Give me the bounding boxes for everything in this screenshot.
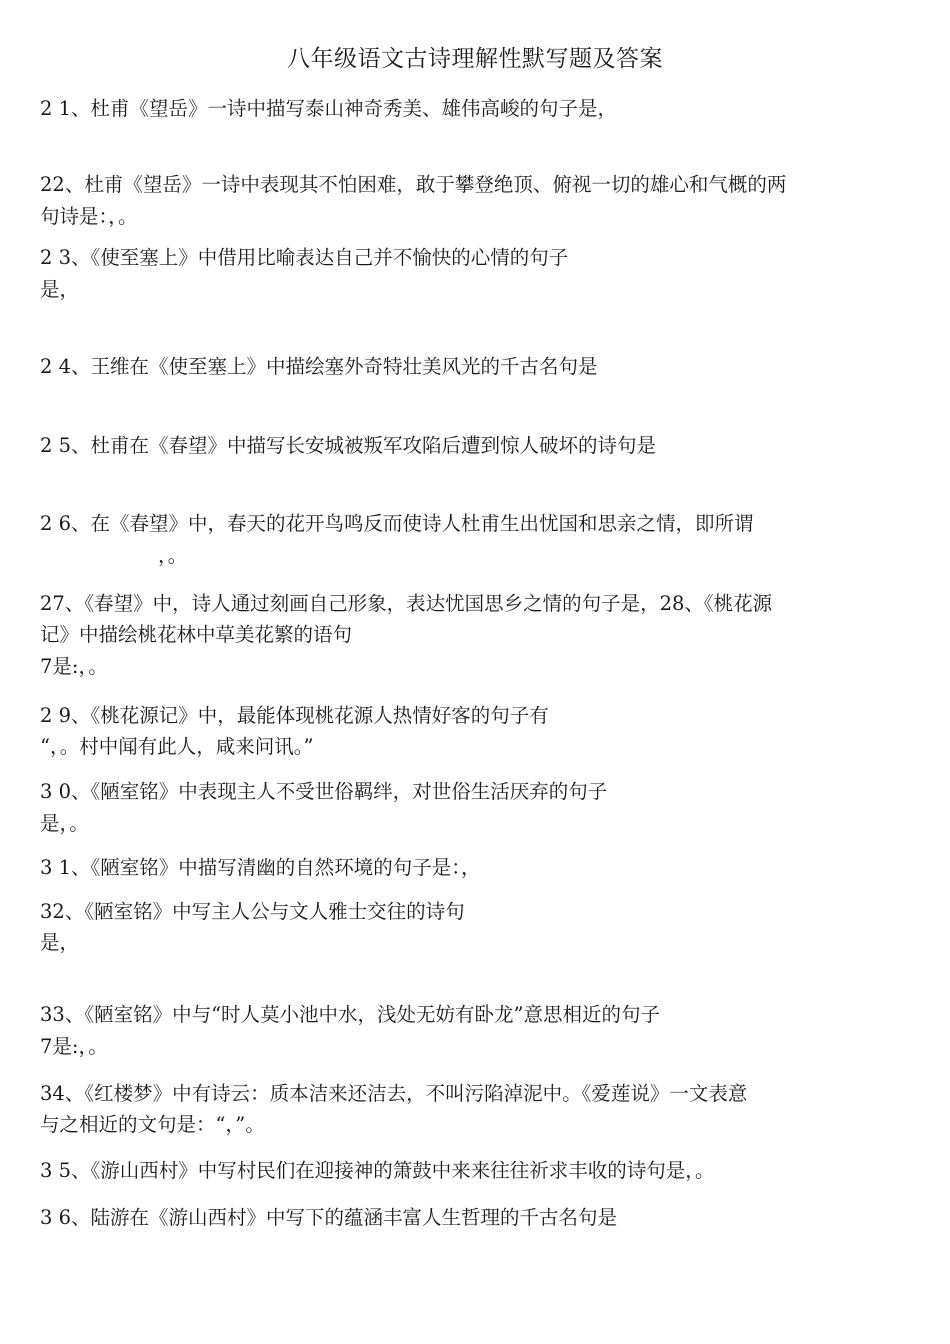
question-32-line-2: 是， [40,931,80,954]
question-27-line-3: 7是:，。 [40,655,108,678]
question-34-line-1: 34、《红楼梦》中有诗云：质本洁来还洁去，不叫污陷淖泥中。《爱莲说》一文表意 [40,1082,748,1105]
document-title: 八年级语文古诗理解性默写题及答案 [287,46,663,72]
question-27-line-2: 记》中描绘桃花林中草美花繁的语句 [40,623,353,646]
question-34-line-2: 与之相近的文句是：“，”。 [40,1113,265,1136]
question-36: 3 6、陆游在《游山西村》中写下的蕴涵丰富人生哲理的千古名句是 [40,1206,618,1229]
question-33-line-1: 33、《陋室铭》中与“时人莫小池中水，浅处无妨有卧龙”意思相近的句子 [40,1003,661,1026]
question-32-line-1: 32、《陋室铭》中写主人公与文人雅士交往的诗句 [40,900,465,923]
question-21: 2 1、杜甫《望岳》一诗中描写泰山神奇秀美、雄伟高峻的句子是， [40,97,618,120]
question-33-line-2: 7是:，。 [40,1035,108,1058]
question-30-line-2: 是，。 [40,812,89,835]
question-25: 2 5、杜甫在《春望》中描写长安城被叛军攻陷后遭到惊人破坏的诗句是 [40,434,657,457]
question-26-line-2: ，。 [158,544,188,567]
question-22-line-2: 句诗是：，。 [40,205,138,228]
question-24: 2 4、王维在《使至塞上》中描绘塞外奇特壮美风光的千古名句是 [40,355,598,378]
question-27-line-1: 27、《春望》中，诗人通过刻画自己形象，表达忧国思乡之情的句子是，28、《桃花源 [40,592,773,615]
question-22-line-1: 22、杜甫《望岳》一诗中表现其不怕困难，敢于攀登绝顶、俯视一切的雄心和气概的两 [40,173,787,196]
question-23-line-1: 2 3、《使至塞上》中借用比喻表达自己并不愉快的心情的句子 [40,246,569,269]
question-31: 3 1、《陋室铭》中描写清幽的自然环境的句子是：， [40,856,481,879]
question-30-line-1: 3 0、《陋室铭》中表现主人不受世俗羁绊，对世俗生活厌弃的句子 [40,780,608,803]
question-35: 3 5、《游山西村》中写村民们在迎接神的箫鼓中来来往往祈求丰收的诗句是，。 [40,1159,715,1182]
question-29-line-2: “，。村中闻有此人，咸来问讯。” [40,735,314,758]
question-26-line-1: 2 6、在《春望》中，春天的花开鸟鸣反而使诗人杜甫生出忧国和思亲之情，即所谓 [40,512,754,535]
question-29-line-1: 2 9、《桃花源记》中，最能体现桃花源人热情好客的句子有 [40,704,549,727]
question-23-line-2: 是， [40,278,80,301]
